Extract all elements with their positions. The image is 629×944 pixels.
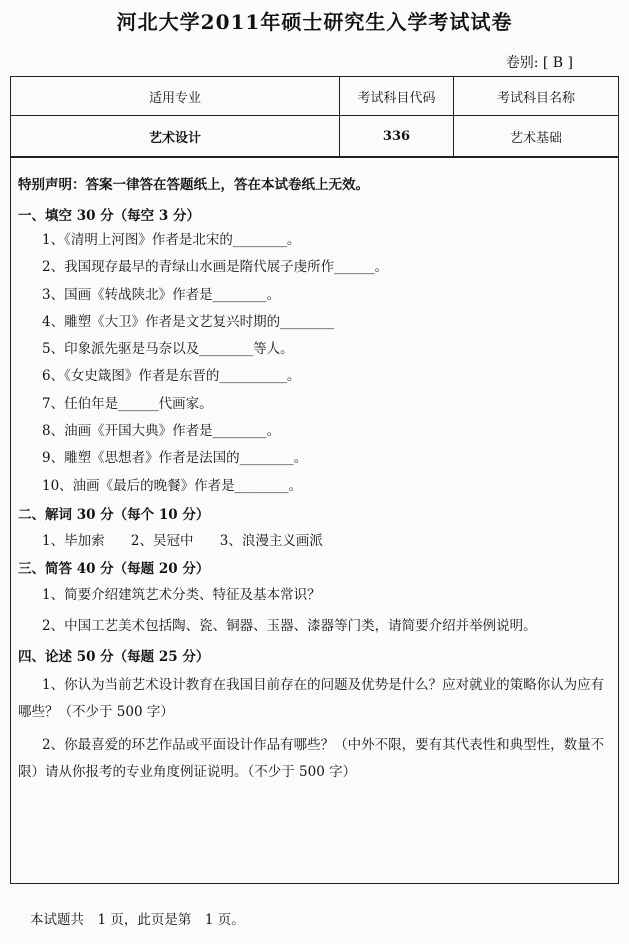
question-item: 8、油画《开国大典》作者是________。 bbox=[42, 423, 281, 440]
exam-frame bbox=[10, 76, 619, 884]
exam-content bbox=[18, 171, 612, 786]
exam-title: 河北大学2011年硕士研究生入学考试试卷 bbox=[116, 10, 513, 34]
term-item: 2、吴冠中 bbox=[130, 532, 194, 549]
question-item: 10、油画《最后的晚餐》作者是________。 bbox=[42, 477, 303, 494]
question-item: 3、国画《转战陕北》作者是________。 bbox=[42, 286, 281, 303]
section-4-heading: 四、论述 50 分（每题 25 分） bbox=[18, 648, 210, 665]
essay-question: 1、你认为当前艺术设计教育在我国目前存在的问题及优势是什么？应对就业的策略你认为应有哪些？（不少于 500 字） bbox=[18, 676, 605, 720]
paper-code: 卷别: [ B ] bbox=[505, 55, 573, 71]
term-item: 1、毕加索 bbox=[42, 532, 105, 549]
question-item: 5、印象派先驱是马奈以及________等人。 bbox=[42, 341, 294, 358]
question-item: 6、《女史箴图》作者是东晋的__________。 bbox=[42, 368, 301, 385]
section-2-heading: 二、解词 30 分（每个 10 分） bbox=[18, 506, 210, 523]
question-item: 4、雕塑《大卫》作者是文艺复兴时期的________ bbox=[42, 313, 335, 330]
question-item: 1、简要介绍建筑艺术分类、特征及基本常识？ bbox=[42, 586, 321, 603]
term-item: 3、浪漫主义画派 bbox=[219, 532, 323, 549]
section-3-heading: 三、简答 40 分（每题 20 分） bbox=[18, 560, 210, 577]
question-item: 1、《清明上河图》作者是北宋的________。 bbox=[42, 232, 301, 248]
section-1-heading: 一、填空 30 分（每空 3 分） bbox=[18, 208, 200, 224]
col-header-code: 考试科目代码 bbox=[340, 77, 454, 116]
subject-code-value: 336 bbox=[340, 116, 454, 158]
question-item: 7、任伯年是______代画家。 bbox=[42, 395, 213, 412]
question-item: 9、雕塑《思想者》作者是法国的________。 bbox=[42, 450, 308, 467]
col-header-major: 适用专业 bbox=[11, 77, 340, 116]
essay-question: 2、你最喜爱的环艺作品或平面设计作品有哪些？（中外不限，要有其代表性和典型性，数量不限）请从你报考的专业角度例证说明。（不少于 500 字） bbox=[18, 736, 605, 780]
question-item: 2、我国现存最早的青绿山水画是隋代展子虔所作______。 bbox=[42, 259, 389, 276]
col-header-name: 考试科目名称 bbox=[454, 77, 619, 116]
term-list bbox=[18, 526, 612, 556]
page-footer: 本试题共 1 页，此页是第 1 页。 bbox=[30, 912, 245, 928]
question-item: 2、中国工艺美术包括陶、瓷、铜器、玉器、漆器等门类，请简要介绍并举例说明。 bbox=[42, 617, 537, 634]
info-table bbox=[11, 77, 618, 158]
major-value: 艺术设计 bbox=[11, 116, 340, 158]
notice: 特别声明：答案一律答在答题纸上，答在本试卷纸上无效。 bbox=[18, 177, 369, 193]
subject-name-value: 艺术基础 bbox=[454, 116, 619, 158]
